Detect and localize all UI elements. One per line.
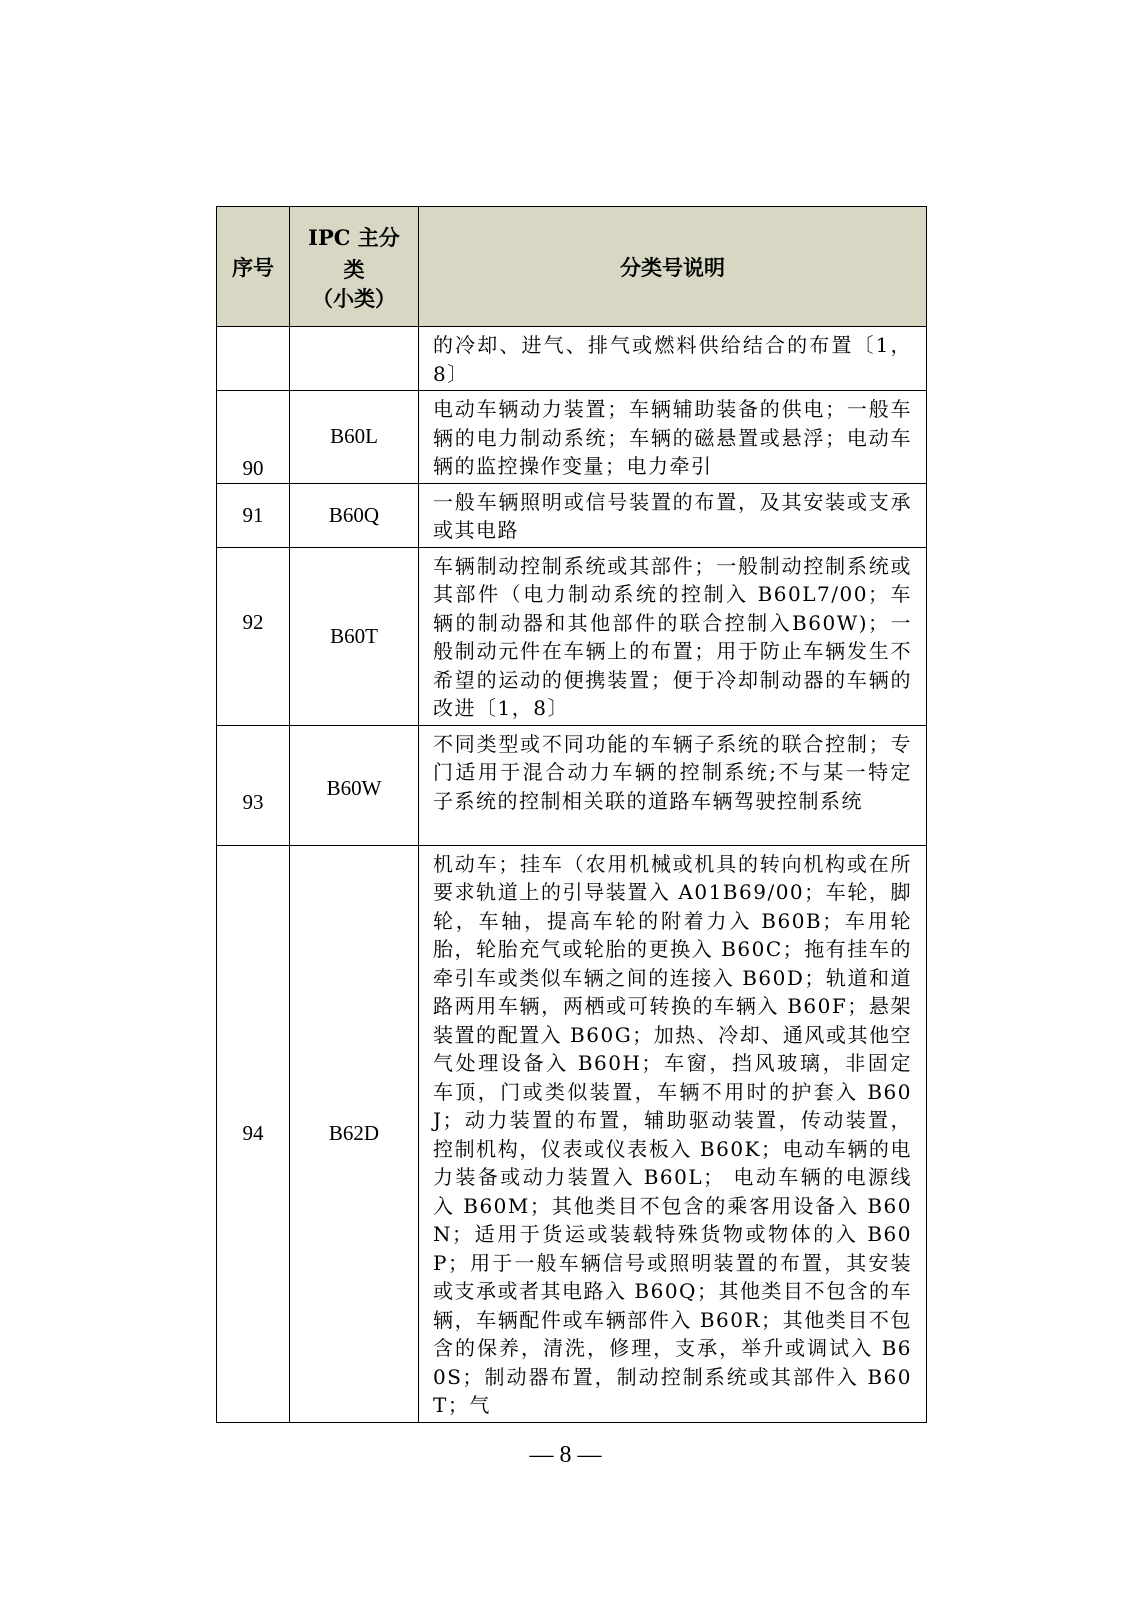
row-serial-no: 92 bbox=[217, 547, 290, 725]
page-number: — 8 — bbox=[529, 1442, 602, 1468]
header-serial-no: 序号 bbox=[217, 207, 290, 327]
row-ipc-code bbox=[290, 327, 419, 391]
row-description: 的冷却、进气、排气或燃料供给结合的布置〔1，8〕 bbox=[419, 327, 927, 391]
row-ipc-code: B60T bbox=[290, 547, 419, 725]
table-row bbox=[217, 483, 927, 547]
header-ipc-line3: （小类） bbox=[312, 285, 396, 311]
row-description: 车辆制动控制系统或其部件；一般制动控制系统或其部件（电力制动系统的控制入 B60L7/00；车辆的制动器和其他部件的联合控制入B60W)；一般制动元件在车辆上的布置；用于防止车辆发生不希望的运动的便携装置；便于冷却制动器的车辆的改进〔1，8〕 bbox=[419, 547, 927, 725]
row-serial-no bbox=[217, 327, 290, 391]
row-description: 机动车；挂车（农用机械或机具的转向机构或在所要求轨道上的引导装置入 A01B69/00；车轮，脚轮，车轴，提高车轮的附着力入 B60B；车用轮胎，轮胎充气或轮胎的更换入 B60C；拖有挂车的牵引车或类似车辆之间的连接入 B60D；轨道和道路两用车辆，两栖或可转换的车辆入 B60F；悬架装置的配置入 B60G；加热、冷却、通风或其他空气处理设备入 B60H；车窗，挡风玻璃，非固定车顶，门或类似装置，车辆不用时的护套入 B60J；动力装置的布置，辅助驱动装置，传动装置，控制机构，仪表或仪表板入 B60K；电动车辆的电力装备或动力装置入 B60L； 电动车辆的电源线入 B60M；其他类目不包含的乘客用设备入 B60N；适用于货运或装载特殊货物或物体的入 B60P；用于一般车辆信号或照明装置的布置，其安装或支承或者其电路入 B60Q；其他类目不包含的车辆，车辆配件或车辆部件入 B60R；其他类目不包含的保养，清洗，修理，支承，举升或调试入 B60S；制动器布置，制动控制系统或其部件入 B60T；气 bbox=[419, 845, 927, 1422]
row-ipc-code: B60L bbox=[290, 391, 419, 484]
row-serial-no: 91 bbox=[217, 483, 290, 547]
row-serial-no: 94 bbox=[217, 845, 290, 1422]
ipc-classification-table bbox=[216, 206, 927, 1423]
table-row bbox=[217, 391, 927, 484]
row-description: 电动车辆动力装置；车辆辅助装备的供电；一般车辆的电力制动系统；车辆的磁悬置或悬浮；电动车辆的监控操作变量；电力牵引 bbox=[419, 391, 927, 484]
table-row bbox=[217, 547, 927, 725]
header-ipc-class bbox=[290, 207, 419, 327]
row-ipc-code: B62D bbox=[290, 845, 419, 1422]
header-ipc-line1: IPC 主分 bbox=[308, 224, 400, 250]
row-description: 不同类型或不同功能的车辆子系统的联合控制；专门适用于混合动力车辆的控制系统;不与某一特定子系统的控制相关联的道路车辆驾驶控制系统 bbox=[419, 725, 927, 845]
table-row bbox=[217, 725, 927, 845]
row-ipc-code: B60W bbox=[290, 725, 419, 845]
row-description: 一般车辆照明或信号装置的布置，及其安装或支承或其电路 bbox=[419, 483, 927, 547]
table-row bbox=[217, 845, 927, 1422]
row-ipc-code: B60Q bbox=[290, 483, 419, 547]
header-description: 分类号说明 bbox=[419, 207, 927, 327]
row-serial-no: 90 bbox=[217, 391, 290, 484]
table-row bbox=[217, 327, 927, 391]
table-header-row bbox=[217, 207, 927, 327]
header-ipc-line2: 类 bbox=[343, 256, 365, 282]
row-serial-no: 93 bbox=[217, 725, 290, 845]
